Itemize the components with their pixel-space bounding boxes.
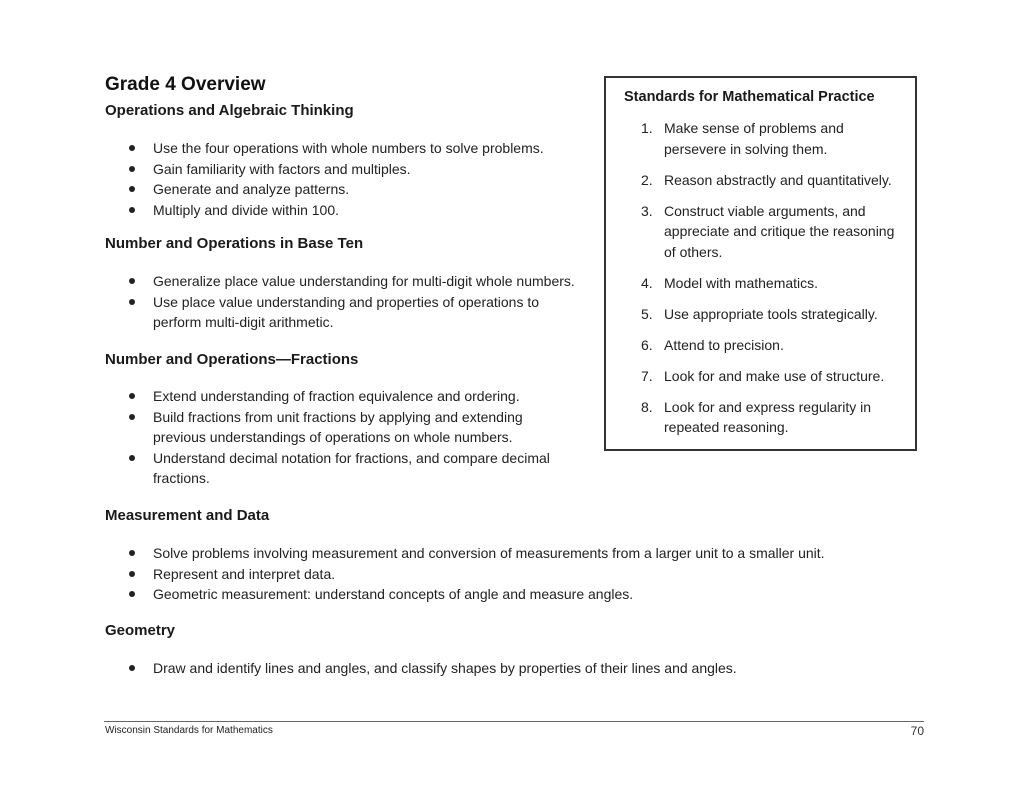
practice-text: Model with mathematics. bbox=[664, 274, 819, 291]
footer-source: Wisconsin Standards for Mathematics bbox=[105, 725, 273, 736]
list-item: Solve problems involving measurement and conversion of measurements from a larger unit to a smaller unit. bbox=[128, 543, 908, 564]
practice-number: 6. bbox=[641, 336, 653, 353]
domain-list-base-ten bbox=[128, 271, 598, 333]
domain-list-fractions bbox=[128, 386, 573, 489]
practice-item bbox=[624, 366, 909, 387]
practice-text: Make sense of problems and persevere in solving them. bbox=[664, 120, 844, 157]
practice-text: Construct viable arguments, and appreciate and critique the reasoning of others. bbox=[664, 202, 895, 260]
practice-text: Look for and make use of structure. bbox=[664, 367, 885, 384]
practice-standards-list bbox=[624, 118, 909, 448]
list-item: Use place value understanding and properties of operations to perform multi-digit arithmetic. bbox=[128, 292, 558, 333]
domain-list-measurement-data bbox=[128, 543, 908, 605]
list-item: Geometric measurement: understand concepts of angle and measure angles. bbox=[128, 584, 908, 605]
practice-number: 2. bbox=[641, 171, 653, 188]
page-title: Grade 4 Overview bbox=[105, 74, 266, 95]
page-number: 70 bbox=[910, 724, 924, 738]
practice-item bbox=[624, 201, 909, 263]
list-item: Extend understanding of fraction equivalence and ordering. bbox=[128, 386, 573, 407]
practice-text: Look for and express regularity in repeated reasoning. bbox=[664, 398, 871, 435]
list-item: Draw and identify lines and angles, and classify shapes by properties of their lines and angles. bbox=[128, 658, 908, 679]
practice-text: Reason abstractly and quantitatively. bbox=[664, 171, 892, 188]
list-item: Multiply and divide within 100. bbox=[128, 200, 598, 221]
list-item: Understand decimal notation for fractions, and compare decimal fractions. bbox=[128, 448, 571, 489]
practice-item bbox=[624, 304, 909, 325]
list-item: Build fractions from unit fractions by applying and extending previous understandings of operations on whole numbers. bbox=[128, 407, 548, 448]
practice-standards-title: Standards for Mathematical Practice bbox=[624, 89, 875, 105]
practice-number: 8. bbox=[641, 398, 653, 415]
practice-number: 5. bbox=[641, 305, 653, 322]
practice-item bbox=[624, 335, 909, 356]
practice-item bbox=[624, 118, 909, 159]
list-item: Generate and analyze patterns. bbox=[128, 179, 598, 200]
practice-text: Use appropriate tools strategically. bbox=[664, 305, 878, 322]
domain-heading-fractions: Number and Operations—Fractions bbox=[105, 351, 359, 368]
list-item: Gain familiarity with factors and multiples. bbox=[128, 159, 598, 180]
practice-number: 4. bbox=[641, 274, 653, 291]
domain-list-geometry bbox=[128, 658, 908, 679]
practice-number: 3. bbox=[641, 202, 653, 219]
domain-heading-base-ten: Number and Operations in Base Ten bbox=[105, 235, 364, 252]
list-item: Use the four operations with whole numbers to solve problems. bbox=[128, 138, 598, 159]
practice-item bbox=[624, 397, 909, 438]
domain-heading-operations-algebraic-thinking: Operations and Algebraic Thinking bbox=[105, 102, 354, 119]
domain-heading-measurement-data: Measurement and Data bbox=[105, 507, 270, 524]
footer-divider bbox=[104, 721, 924, 722]
practice-item bbox=[624, 170, 909, 191]
domain-heading-geometry: Geometry bbox=[105, 622, 176, 639]
practice-standards-box bbox=[604, 76, 917, 451]
practice-item bbox=[624, 273, 909, 294]
list-item: Represent and interpret data. bbox=[128, 564, 908, 585]
practice-text: Attend to precision. bbox=[664, 336, 784, 353]
practice-number: 7. bbox=[641, 367, 653, 384]
domain-list-operations-algebraic-thinking bbox=[128, 138, 598, 220]
list-item: Generalize place value understanding for multi-digit whole numbers. bbox=[128, 271, 598, 292]
practice-number: 1. bbox=[641, 120, 653, 136]
